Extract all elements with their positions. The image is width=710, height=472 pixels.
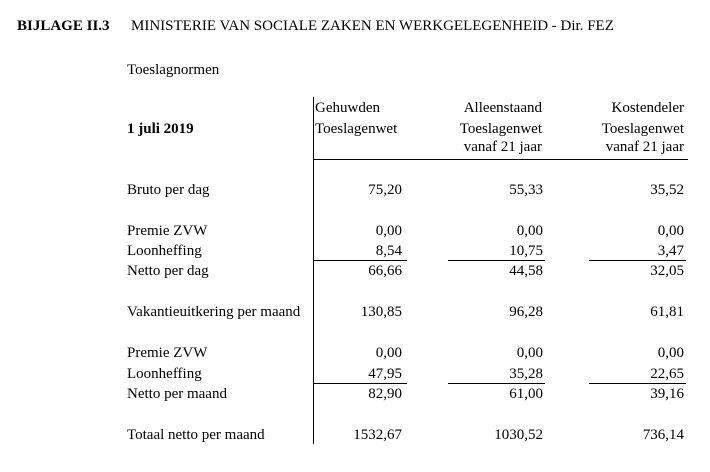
value-cohabitant: 61,81 xyxy=(650,304,684,320)
row-label: Totaal netto per maand xyxy=(127,427,265,443)
column-header-line: Toeslagenwet xyxy=(315,121,398,137)
row-label: Loonheffing xyxy=(127,366,202,382)
value-single: 55,33 xyxy=(509,182,543,198)
value-cohabitant: 32,05 xyxy=(650,263,684,279)
row-label: Bruto per dag xyxy=(127,182,210,198)
column-header-line: Gehuwden xyxy=(315,100,380,116)
value-cohabitant: 35,52 xyxy=(650,182,684,198)
value-cohabitant: 22,65 xyxy=(650,366,684,382)
row-label: Premie ZVW xyxy=(127,345,208,361)
row-label: Netto per maand xyxy=(127,386,227,402)
column-header-line: vanaf 21 jaar xyxy=(605,139,684,155)
value-married: 75,20 xyxy=(368,182,402,198)
ministry-title: MINISTERIE VAN SOCIALE ZAKEN EN WERKGELEGENHEID - Dir. FEZ xyxy=(131,18,614,34)
column-header-line: Toeslagenwet xyxy=(459,121,542,137)
value-single: 35,28 xyxy=(509,366,543,382)
value-married: 1532,67 xyxy=(353,427,402,443)
value-married: 47,95 xyxy=(368,366,402,382)
column-header-line: Kostendeler xyxy=(611,100,684,116)
column-header-single xyxy=(440,99,542,156)
value-married: 8,54 xyxy=(375,243,402,259)
date-label: 1 juli 2019 xyxy=(127,121,194,137)
header-rule xyxy=(313,159,688,160)
row-label: Netto per dag xyxy=(127,263,209,279)
value-single: 0,00 xyxy=(516,345,543,361)
value-single: 0,00 xyxy=(516,223,543,239)
annex-label: BIJLAGE II.3 xyxy=(17,18,110,34)
column-header-line: vanaf 21 jaar xyxy=(463,139,542,155)
value-single: 1030,52 xyxy=(494,427,543,443)
value-single: 96,28 xyxy=(509,304,543,320)
subtotal-rule xyxy=(313,260,407,261)
value-married: 130,85 xyxy=(360,304,402,320)
column-header-cohabitant xyxy=(580,99,684,156)
row-label: Loonheffing xyxy=(127,243,202,259)
value-cohabitant: 0,00 xyxy=(657,223,684,239)
subtotal-rule xyxy=(313,383,407,384)
value-married: 82,90 xyxy=(368,386,402,402)
value-single: 10,75 xyxy=(509,243,543,259)
value-single: 44,58 xyxy=(509,263,543,279)
column-header-line: Alleenstaand xyxy=(463,100,542,116)
page-subtitle: Toeslagnormen xyxy=(127,62,220,78)
value-single: 61,00 xyxy=(509,386,543,402)
row-label: Vakantieuitkering per maand xyxy=(127,304,301,320)
value-cohabitant: 736,14 xyxy=(642,427,684,443)
subtotal-rule xyxy=(448,383,545,384)
subtotal-rule xyxy=(589,260,686,261)
row-label: Premie ZVW xyxy=(127,223,208,239)
value-married: 66,66 xyxy=(368,263,402,279)
column-header-line: Toeslagenwet xyxy=(601,121,684,137)
value-married: 0,00 xyxy=(375,223,402,239)
column-header-married xyxy=(315,99,415,138)
value-cohabitant: 0,00 xyxy=(657,345,684,361)
subtotal-rule xyxy=(589,383,686,384)
subtotal-rule xyxy=(448,260,545,261)
value-married: 0,00 xyxy=(375,345,402,361)
value-cohabitant: 3,47 xyxy=(657,243,684,259)
value-cohabitant: 39,16 xyxy=(650,386,684,402)
